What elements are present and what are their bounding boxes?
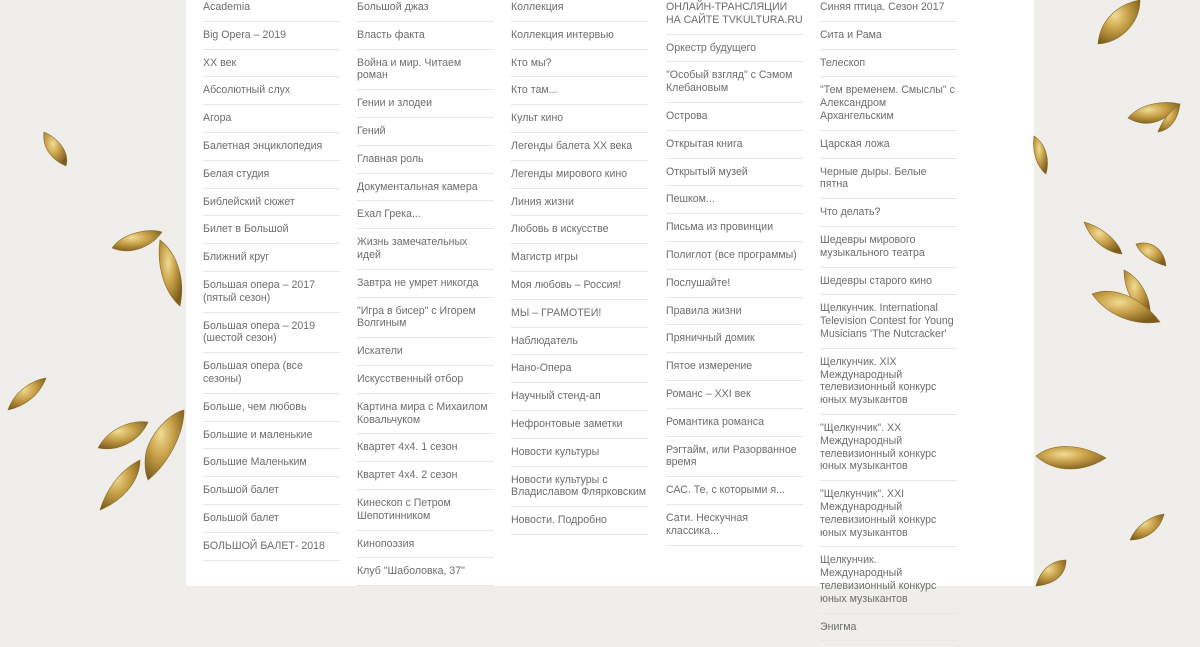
program-link[interactable]: Магистр игры xyxy=(511,250,648,272)
program-link[interactable]: Сати. Нескучная классика... xyxy=(666,511,803,546)
program-link[interactable]: Власть факта xyxy=(357,28,494,50)
program-link[interactable]: Любовь в искусстве xyxy=(511,222,648,244)
program-link[interactable]: Линия жизни xyxy=(511,195,648,217)
program-link[interactable]: Правила жизни xyxy=(666,304,803,326)
program-link[interactable]: Квартет 4х4. 1 сезон xyxy=(357,440,494,462)
golden-leaf-icon xyxy=(159,240,182,306)
golden-leaf-icon xyxy=(1136,243,1166,266)
program-link[interactable]: Открытая книга xyxy=(666,137,803,159)
golden-leaf-icon xyxy=(1098,0,1140,44)
program-link[interactable]: Клуб "Шаболовка, 37" xyxy=(357,564,494,586)
program-link[interactable]: БОЛЬШОЙ БАЛЕТ- 2018 xyxy=(203,539,340,561)
program-link[interactable]: Большая опера – 2017 (пятый сезон) xyxy=(203,278,340,313)
program-link[interactable]: "Игра в бисер" с Игорем Волгиным xyxy=(357,304,494,339)
program-column-5 xyxy=(820,0,957,647)
program-link[interactable]: Кинопоэзия xyxy=(357,537,494,559)
program-link[interactable]: Что делать? xyxy=(820,205,957,227)
program-link[interactable]: Гении и злодеи xyxy=(357,96,494,118)
program-link[interactable]: Открытый музей xyxy=(666,165,803,187)
golden-leaf-icon xyxy=(98,422,148,449)
program-link[interactable]: Главная роль xyxy=(357,152,494,174)
golden-leaf-icon xyxy=(1158,104,1180,132)
program-link[interactable]: Агора xyxy=(203,111,340,133)
program-link[interactable]: Острова xyxy=(666,109,803,131)
program-link[interactable]: Наблюдатель xyxy=(511,334,648,356)
program-link[interactable]: "Особый взгляд" с Сэмом Клебановым xyxy=(666,68,803,103)
program-link[interactable]: Кто там... xyxy=(511,83,648,105)
program-link[interactable]: Гений xyxy=(357,124,494,146)
program-link[interactable]: "Щелкунчик". XXI Международный телевизионный конкурс юных музыкантов xyxy=(820,487,957,547)
golden-leaf-icon xyxy=(1036,446,1106,469)
program-link[interactable]: Ближний круг xyxy=(203,250,340,272)
program-link[interactable]: Нефронтовые заметки xyxy=(511,417,648,439)
program-link[interactable]: Белая студия xyxy=(203,167,340,189)
program-link[interactable]: Полиглот (все программы) xyxy=(666,248,803,270)
program-link[interactable]: Оркестр будущего xyxy=(666,41,803,63)
program-link[interactable]: Большие Маленьким xyxy=(203,455,340,477)
program-link[interactable]: Большие и маленькие xyxy=(203,428,340,450)
program-link[interactable]: МЫ – ГРАМОТЕИ! xyxy=(511,306,648,328)
program-link[interactable]: Научный стенд-ап xyxy=(511,389,648,411)
program-link[interactable]: Война и мир. Читаем роман xyxy=(357,56,494,91)
program-column-1 xyxy=(203,0,340,567)
golden-leaf-icon xyxy=(8,378,46,410)
program-link[interactable]: Коллекция интервью xyxy=(511,28,648,50)
program-link[interactable]: Послушайте! xyxy=(666,276,803,298)
program-link[interactable]: Кинескоп с Петром Шепотинником xyxy=(357,496,494,531)
program-link[interactable]: Искусственный отбор xyxy=(357,372,494,394)
golden-leaf-icon xyxy=(1034,136,1048,174)
golden-leaf-icon xyxy=(1036,560,1066,586)
program-link[interactable]: Черные дыры. Белые пятна xyxy=(820,165,957,200)
program-link[interactable]: Больше, чем любовь xyxy=(203,400,340,422)
program-link[interactable]: Большая опера (все сезоны) xyxy=(203,359,340,394)
program-link[interactable]: Документальная камера xyxy=(357,180,494,202)
golden-leaf-icon xyxy=(100,460,140,510)
program-link[interactable]: Кто мы? xyxy=(511,56,648,78)
program-link[interactable]: "Щелкунчик". XX Международный телевизионный конкурс юных музыкантов xyxy=(820,421,957,481)
golden-leaf-icon xyxy=(1130,514,1164,540)
golden-leaf-icon xyxy=(1124,270,1150,318)
program-link[interactable]: Новости культуры с Владиславом Флярковским xyxy=(511,473,648,508)
program-link[interactable]: Новости культуры xyxy=(511,445,648,467)
golden-leaf-icon xyxy=(145,410,184,480)
program-link[interactable]: ОНЛАЙН-ТРАНСЛЯЦИИ НА САЙТЕ TVKULTURA.RU xyxy=(666,0,803,35)
program-link[interactable]: Пятое измерение xyxy=(666,359,803,381)
program-link[interactable]: Телескоп xyxy=(820,56,957,78)
golden-leaf-icon xyxy=(112,231,162,251)
program-link[interactable]: Щелкунчик. Международный телевизионный конкурс юных музыкантов xyxy=(820,553,957,613)
program-link[interactable]: Щелкунчик. XIX Международный телевизионный конкурс юных музыкантов xyxy=(820,355,957,415)
program-link[interactable]: Шедевры мирового музыкального театра xyxy=(820,233,957,268)
program-link[interactable]: XX век xyxy=(203,56,340,78)
program-link[interactable]: Большой балет xyxy=(203,483,340,505)
program-link[interactable]: Романтика романса xyxy=(666,415,803,437)
program-link[interactable]: Щелкунчик. International Television Contest for Young Musicians 'The Nutcracker' xyxy=(820,301,957,348)
program-link[interactable]: Моя любовь – Россия! xyxy=(511,278,648,300)
program-column-2 xyxy=(357,0,494,592)
program-link[interactable]: Абсолютный слух xyxy=(203,83,340,105)
program-link[interactable]: Легенды мирового кино xyxy=(511,167,648,189)
golden-leaf-icon xyxy=(44,132,67,166)
program-link[interactable]: Большой джаз xyxy=(357,0,494,22)
program-link[interactable]: Пешком... xyxy=(666,192,803,214)
program-link[interactable]: "Тем временем. Смыслы" с Александром Архангельским xyxy=(820,83,957,130)
program-link[interactable]: Синяя птица. Сезон 2017 xyxy=(820,0,957,22)
program-link[interactable]: Сита и Рама xyxy=(820,28,957,50)
program-link[interactable]: Квартет 4х4. 2 сезон xyxy=(357,468,494,490)
program-link[interactable]: Коллекция xyxy=(511,0,648,22)
program-link[interactable]: Нано-Опера xyxy=(511,361,648,383)
program-link[interactable]: Картина мира с Михаилом Ковальчуком xyxy=(357,400,494,435)
program-link[interactable]: Жизнь замечательных идей xyxy=(357,235,494,270)
program-link[interactable]: Big Opera – 2019 xyxy=(203,28,340,50)
program-link[interactable]: Царская ложа xyxy=(820,137,957,159)
program-link[interactable]: САС. Те, с которыми я... xyxy=(666,483,803,505)
program-link[interactable]: Искатели xyxy=(357,344,494,366)
program-link[interactable]: Культ кино xyxy=(511,111,648,133)
program-link[interactable]: Рэгтайм, или Разорванное время xyxy=(666,443,803,478)
program-link[interactable]: Academia xyxy=(203,0,340,22)
program-link[interactable]: Легенды балета XX века xyxy=(511,139,648,161)
program-link[interactable]: Большой балет xyxy=(203,511,340,533)
program-link[interactable]: Пряничный домик xyxy=(666,331,803,353)
program-link[interactable]: Большая опера – 2019 (шестой сезон) xyxy=(203,319,340,354)
golden-leaf-icon xyxy=(1092,291,1160,323)
program-link[interactable]: Романс – XXI век xyxy=(666,387,803,409)
program-column-4 xyxy=(666,0,803,552)
program-link[interactable]: Библейский сюжет xyxy=(203,195,340,217)
program-link[interactable]: Энигма xyxy=(820,620,957,642)
program-column-3 xyxy=(511,0,648,541)
program-link[interactable]: Билет в Большой xyxy=(203,222,340,244)
program-link[interactable]: Шедевры старого кино xyxy=(820,274,957,296)
golden-leaf-icon xyxy=(1084,222,1122,254)
program-link[interactable]: Письма из провинции xyxy=(666,220,803,242)
program-link[interactable]: Ехал Грека... xyxy=(357,207,494,229)
golden-leaf-icon xyxy=(1128,103,1180,124)
program-link[interactable]: Балетная энциклопедия xyxy=(203,139,340,161)
program-link[interactable]: Завтра не умрет никогда xyxy=(357,276,494,298)
program-link[interactable]: Новости. Подробно xyxy=(511,513,648,535)
